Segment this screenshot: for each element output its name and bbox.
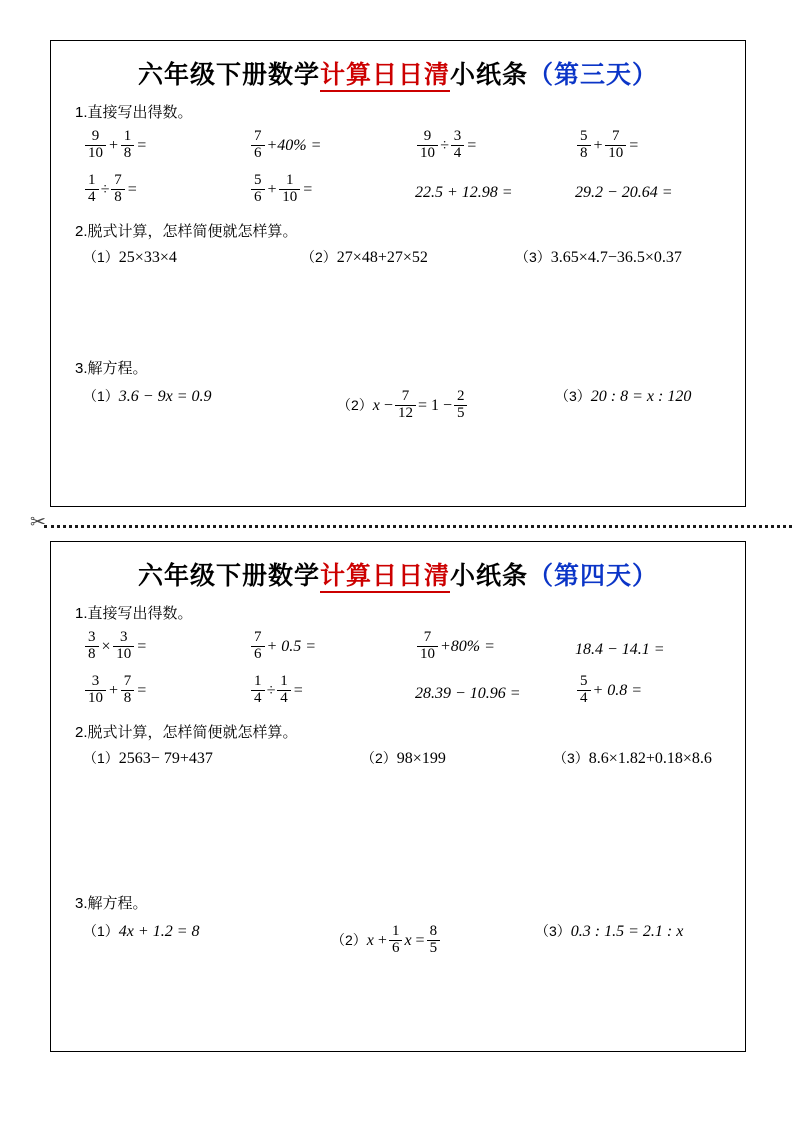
scissors-icon: ✂ [30,512,46,533]
question-label: （1） [83,750,119,766]
question-item [83,748,213,768]
oral-item: 18.4 − 14.1 = [575,641,665,658]
question-item [515,247,682,267]
question-label: （2） [337,396,373,413]
question-body: 98×199 [396,750,446,767]
oral-row-1 [75,631,745,675]
oral-item: 22.5 + 12.98 = [415,184,513,201]
question-body: 8.6×1.82+0.18×8.6 [588,750,712,767]
cut-line [18,512,778,533]
question-label: （2） [361,750,397,766]
calc-row [75,748,745,782]
oral-item: $\frac{5}{6}$ + $\frac{1}{10}$ = [249,174,313,207]
question-body: x − $\frac{7}{12}$ = 1 − $\frac{2}{5}$ [373,397,470,414]
question-item [337,390,469,423]
question-item [555,386,691,406]
question-body: x + $\frac{1}{6}$ x = $\frac{8}{5}$ [367,932,442,949]
oral-row-1 [75,130,745,174]
question-body: 3.6 − 9x = 0.9 [118,388,212,405]
section-heading-3: 3.解方程。 [75,360,148,377]
question-item [83,247,177,267]
question-label: （1） [83,388,119,404]
question-item [361,748,446,768]
question-label: （1） [83,249,119,265]
question-label: （3） [555,388,591,404]
oral-item: 29.2 − 20.64 = [575,184,673,201]
title-tail: 小纸条 [450,62,529,89]
section-heading-3: 3.解方程。 [75,895,148,912]
oral-row-2 [75,174,745,218]
title-highlight: 计算日日清 [320,563,450,593]
question-label: （3） [515,249,551,265]
oral-item: $\frac{5}{8}$ + $\frac{7}{10}$ = [575,130,639,163]
question-item [301,247,428,267]
oral-item: $\frac{1}{4}$ ÷ $\frac{7}{8}$ = [83,174,138,207]
oral-item: $\frac{1}{4}$ ÷ $\frac{1}{4}$ = [249,675,304,708]
answer-space [51,782,745,882]
question-item [553,748,712,768]
oral-item: $\frac{7}{6}$ +40% = [249,130,321,163]
title-lead: 六年级下册数学 [137,62,320,89]
section-heading-1: 1.直接写出得数。 [75,104,193,121]
question-item [331,925,442,958]
calc-row [75,247,745,281]
worksheet-title-day4 [51,556,745,592]
title-day: （第三天） [528,62,659,89]
question-body: 27×48+27×52 [336,249,428,266]
question-item [83,921,200,941]
question-body: 25×33×4 [118,249,177,266]
worksheet-card-day3 [50,40,746,507]
oral-item: $\frac{5}{4}$ + 0.8 = [575,675,642,708]
question-label: （3） [553,750,589,766]
question-body: 20 : 8 = x : 120 [590,388,692,405]
question-item [535,921,683,941]
question-body: 2563− 79+437 [118,750,213,767]
title-tail: 小纸条 [450,563,529,590]
oral-item: $\frac{7}{10}$ +80% = [415,631,495,664]
oral-item: $\frac{3}{10}$ + $\frac{7}{8}$ = [83,675,147,708]
section-heading-1: 1.直接写出得数。 [75,605,193,622]
oral-item: 28.39 − 10.96 = [415,685,521,702]
question-body: 3.65×4.7−36.5×0.37 [550,249,682,266]
title-lead: 六年级下册数学 [137,563,320,590]
equation-row [75,921,745,967]
title-day: （第四天） [528,563,659,590]
worksheet-card-day4 [50,541,746,1052]
oral-item: $\frac{9}{10}$ ÷ $\frac{3}{4}$ = [415,130,477,163]
question-label: （1） [83,923,119,939]
oral-item: $\frac{7}{6}$ + 0.5 = [249,631,316,664]
question-label: （2） [301,249,337,265]
question-body: 4x + 1.2 = 8 [118,923,200,940]
question-label: （3） [535,923,571,939]
question-body: 0.3 : 1.5 = 2.1 : x [570,923,684,940]
oral-item: $\frac{9}{10}$ + $\frac{1}{8}$ = [83,130,147,163]
answer-space [51,281,745,347]
worksheet-title-day3 [51,55,745,91]
dotted-divider [44,525,792,528]
equation-row [75,386,745,432]
question-item [83,386,212,406]
question-label: （2） [331,931,367,948]
oral-row-2 [75,675,745,719]
section-heading-2: 2.脱式计算，怎样简便就怎样算。 [75,724,298,741]
section-heading-2: 2.脱式计算，怎样简便就怎样算。 [75,223,298,240]
title-highlight: 计算日日清 [320,62,450,92]
oral-item: $\frac{3}{8}$ × $\frac{3}{10}$ = [83,631,147,664]
